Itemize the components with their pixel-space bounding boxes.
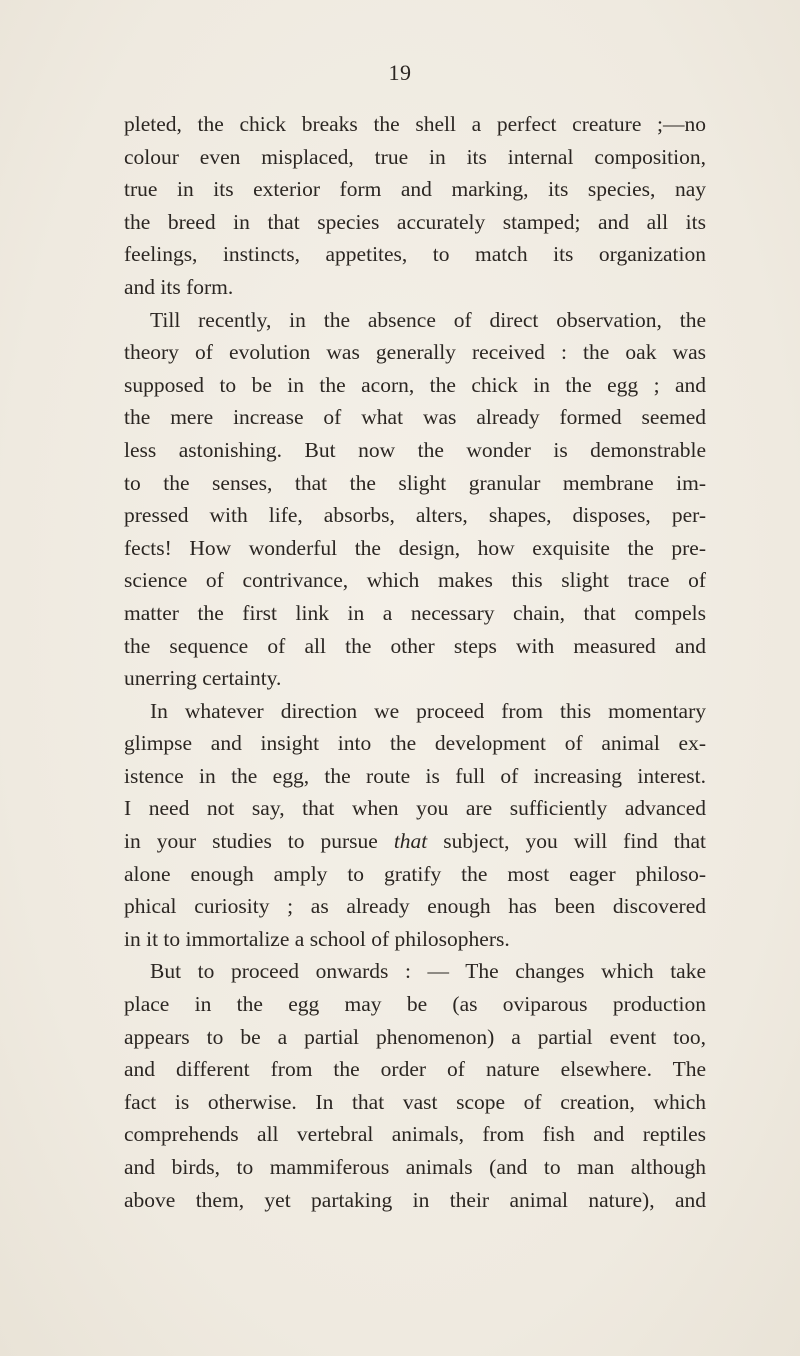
text-line: matter the first link in a necessary chain, that compels xyxy=(124,600,706,625)
text-line: the mere increase of what was already formed seemed xyxy=(124,405,706,430)
text-line: science of contrivance, which makes this slight trace of xyxy=(124,568,706,593)
text-line: feelings, instincts, appetites, to match its organization xyxy=(124,242,706,267)
text-line-with-emphasis xyxy=(124,825,706,858)
text-line: to the senses, that the slight granular membrane im- xyxy=(124,470,706,495)
text-line: in it to immortalize a school of philosophers. xyxy=(124,926,510,951)
text-line: fact is otherwise. In that vast scope of creation, which xyxy=(124,1089,706,1114)
text-line: theory of evolution was generally received : the oak was xyxy=(124,340,706,365)
text-line: place in the egg may be (as oviparous production xyxy=(124,992,706,1017)
text-line: appears to be a partial phenomenon) a partial event too, xyxy=(124,1024,706,1049)
page-number: 19 xyxy=(388,60,412,85)
text-segment: subject, you will find that xyxy=(443,829,706,854)
text-line: comprehends all vertebral animals, from fish and reptiles xyxy=(124,1122,706,1147)
text-line: alone enough amply to gratify the most eager philoso- xyxy=(124,861,706,886)
text-line: unerring certainty. xyxy=(124,666,282,691)
paragraph-start-line: But to proceed onwards : — The changes which take xyxy=(150,959,706,984)
text-line: and its form. xyxy=(124,274,234,299)
emphasized-word: that xyxy=(393,829,428,854)
text-line: the sequence of all the other steps with measured and xyxy=(124,633,706,658)
text-line: less astonishing. But now the wonder is demonstrable xyxy=(124,437,706,462)
text-segment: in your studies to pursue xyxy=(124,829,378,854)
text-line: and different from the order of nature elsewhere. The xyxy=(124,1057,706,1082)
text-line: glimpse and insight into the development of animal ex- xyxy=(124,731,706,756)
text-line: above them, yet partaking in their animal nature), and xyxy=(124,1187,706,1212)
text-line: I need not say, that when you are sufficiently advanced xyxy=(124,796,706,821)
body-text xyxy=(124,108,706,1216)
text-line: and birds, to mammiferous animals (and to man although xyxy=(124,1155,706,1179)
text-line: supposed to be in the acorn, the chick in the egg ; and xyxy=(124,372,706,397)
text-line: pleted, the chick breaks the shell a perfect creature ;—no xyxy=(124,112,706,136)
paragraph-start-line: Till recently, in the absence of direct observation, the xyxy=(150,307,706,332)
text-line: the breed in that species accurately stamped; and all its xyxy=(124,209,706,234)
text-line: true in its exterior form and marking, its species, nay xyxy=(124,177,706,202)
paragraph-start-line: In whatever direction we proceed from this momentary xyxy=(150,698,706,723)
text-line: fects! How wonderful the design, how exquisite the pre- xyxy=(124,535,706,560)
text-line: colour even misplaced, true in its internal composition, xyxy=(124,144,706,169)
text-line: istence in the egg, the route is full of increasing interest. xyxy=(124,763,706,788)
text-line: pressed with life, absorbs, alters, shapes, disposes, per- xyxy=(124,503,706,528)
text-line: phical curiosity ; as already enough has been discovered xyxy=(124,894,706,919)
